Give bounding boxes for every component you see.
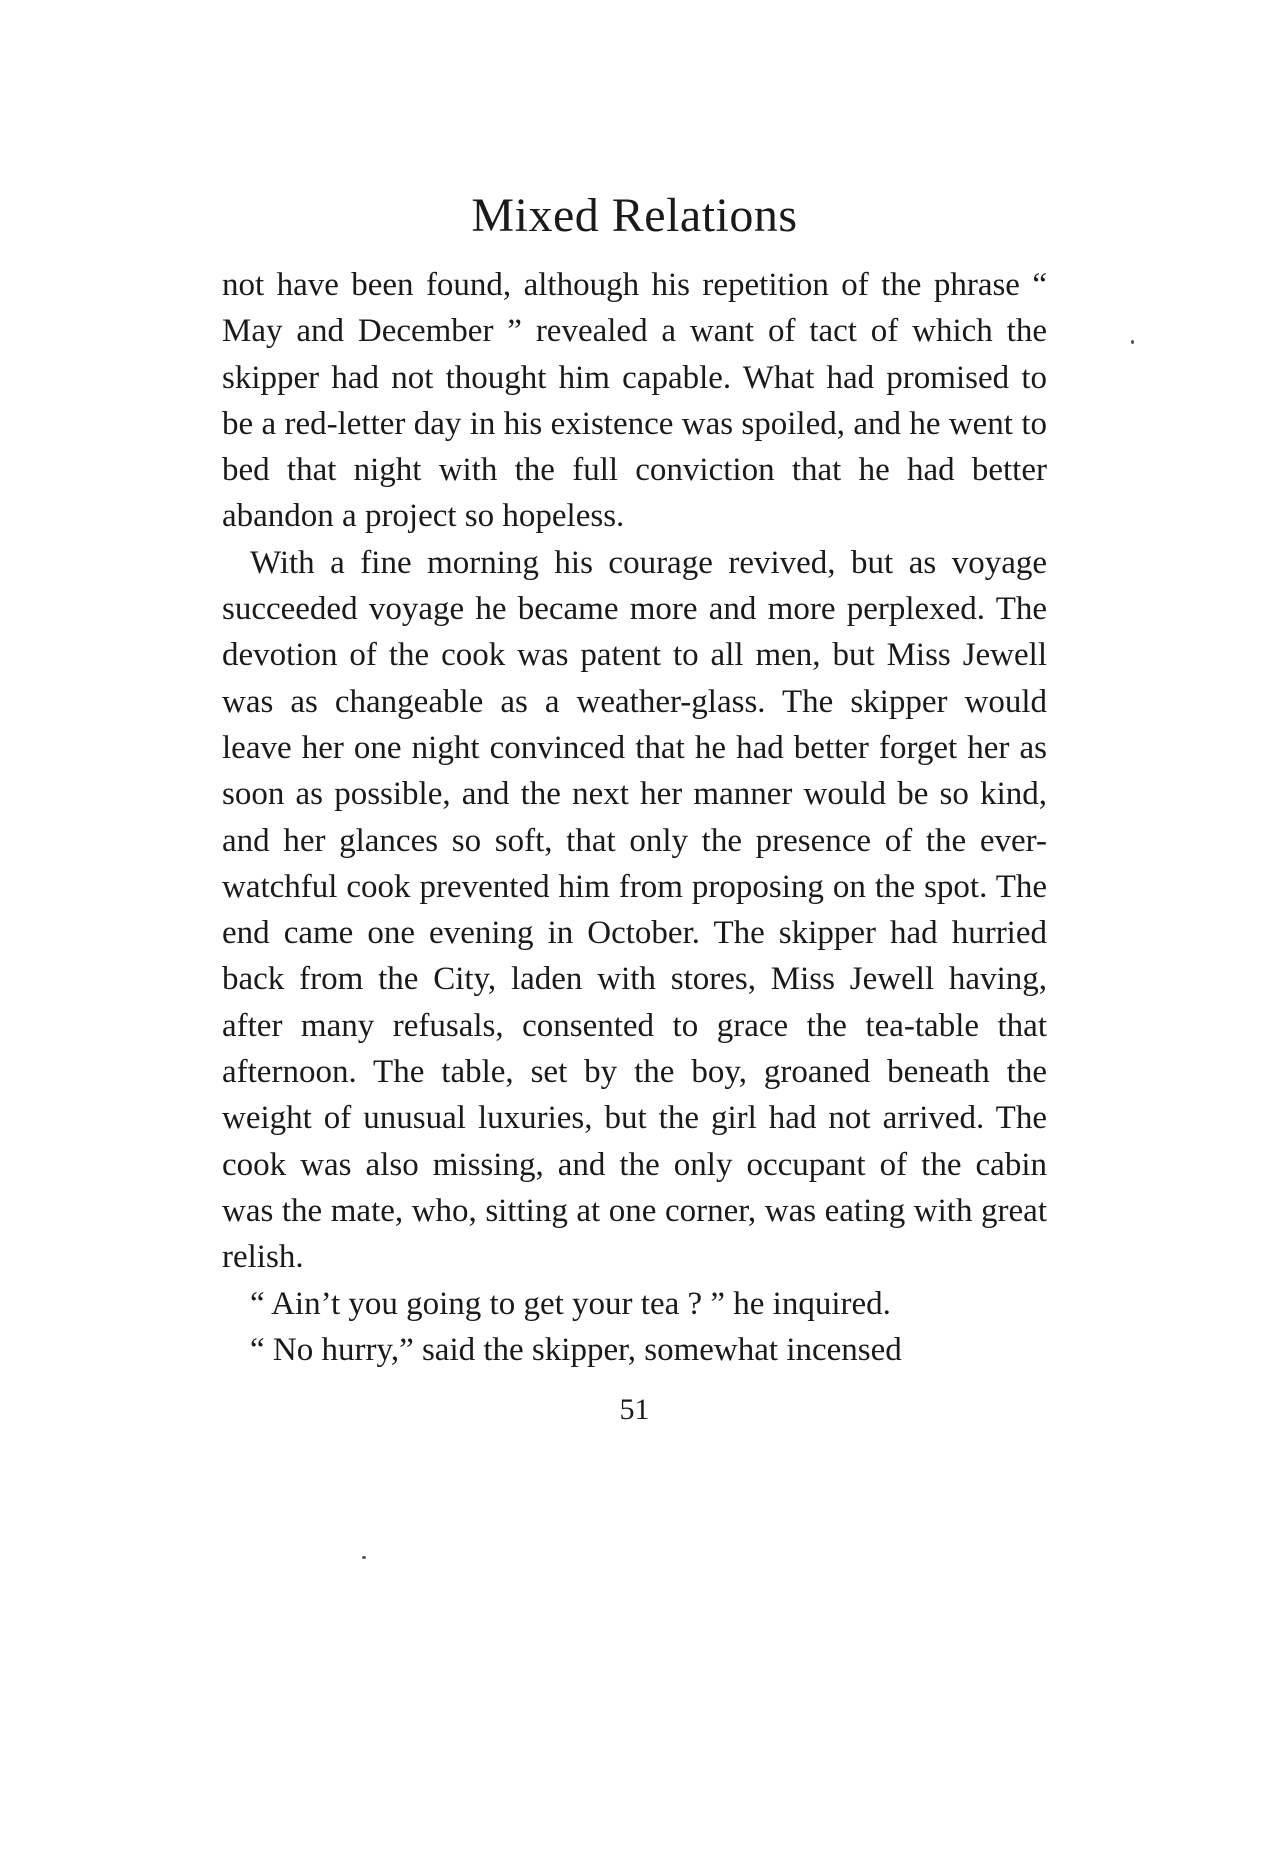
running-title: Mixed Relations: [471, 189, 798, 242]
page-number: 51: [619, 1393, 650, 1426]
paragraph-continued: not have been found, although his repetition of the phrase “ May and December ” revealed a want of tact of which the skipper had not thought him capable. What had promised to be a red-letter day in his existence was spoiled, and he went to bed that night with the full conviction that he had better abandon a project so hopeless.: [222, 267, 1047, 535]
scan-speck: [362, 1556, 366, 1559]
paragraph-dialogue: “ No hurry,” said the skipper, somewhat incensed: [250, 1331, 902, 1368]
paragraph-dialogue: “ Ain’t you going to get your tea ? ” he inquired.: [250, 1285, 891, 1322]
paragraph: With a fine morning his courage revived, but as voyage succeeded voyage he became more and more perplexed. The devotion of the cook was patent to all men, but Miss Jewell was as changeable as a weather-glass. The skipper would leave her one night convinced that he had better forget her as soon as possible, and the next her manner would be so kind, and her glances so soft, that only the presence of the ever-watchful cook prevented him from proposing on the spot. The end came one evening in October. The skipper had hurried back from the City, laden with stores, Miss Jewell having, after many refusals, consented to grace the tea-table that afternoon. The table, set by the boy, groaned beneath the weight of unusual luxuries, but the girl had not arrived. The cook was also missing, and the only occupant of the cabin was the mate, who, sitting at one corner, was eating with great relish.: [222, 544, 1047, 1276]
body-text: [222, 262, 1047, 1373]
scan-speck: [1131, 340, 1134, 344]
